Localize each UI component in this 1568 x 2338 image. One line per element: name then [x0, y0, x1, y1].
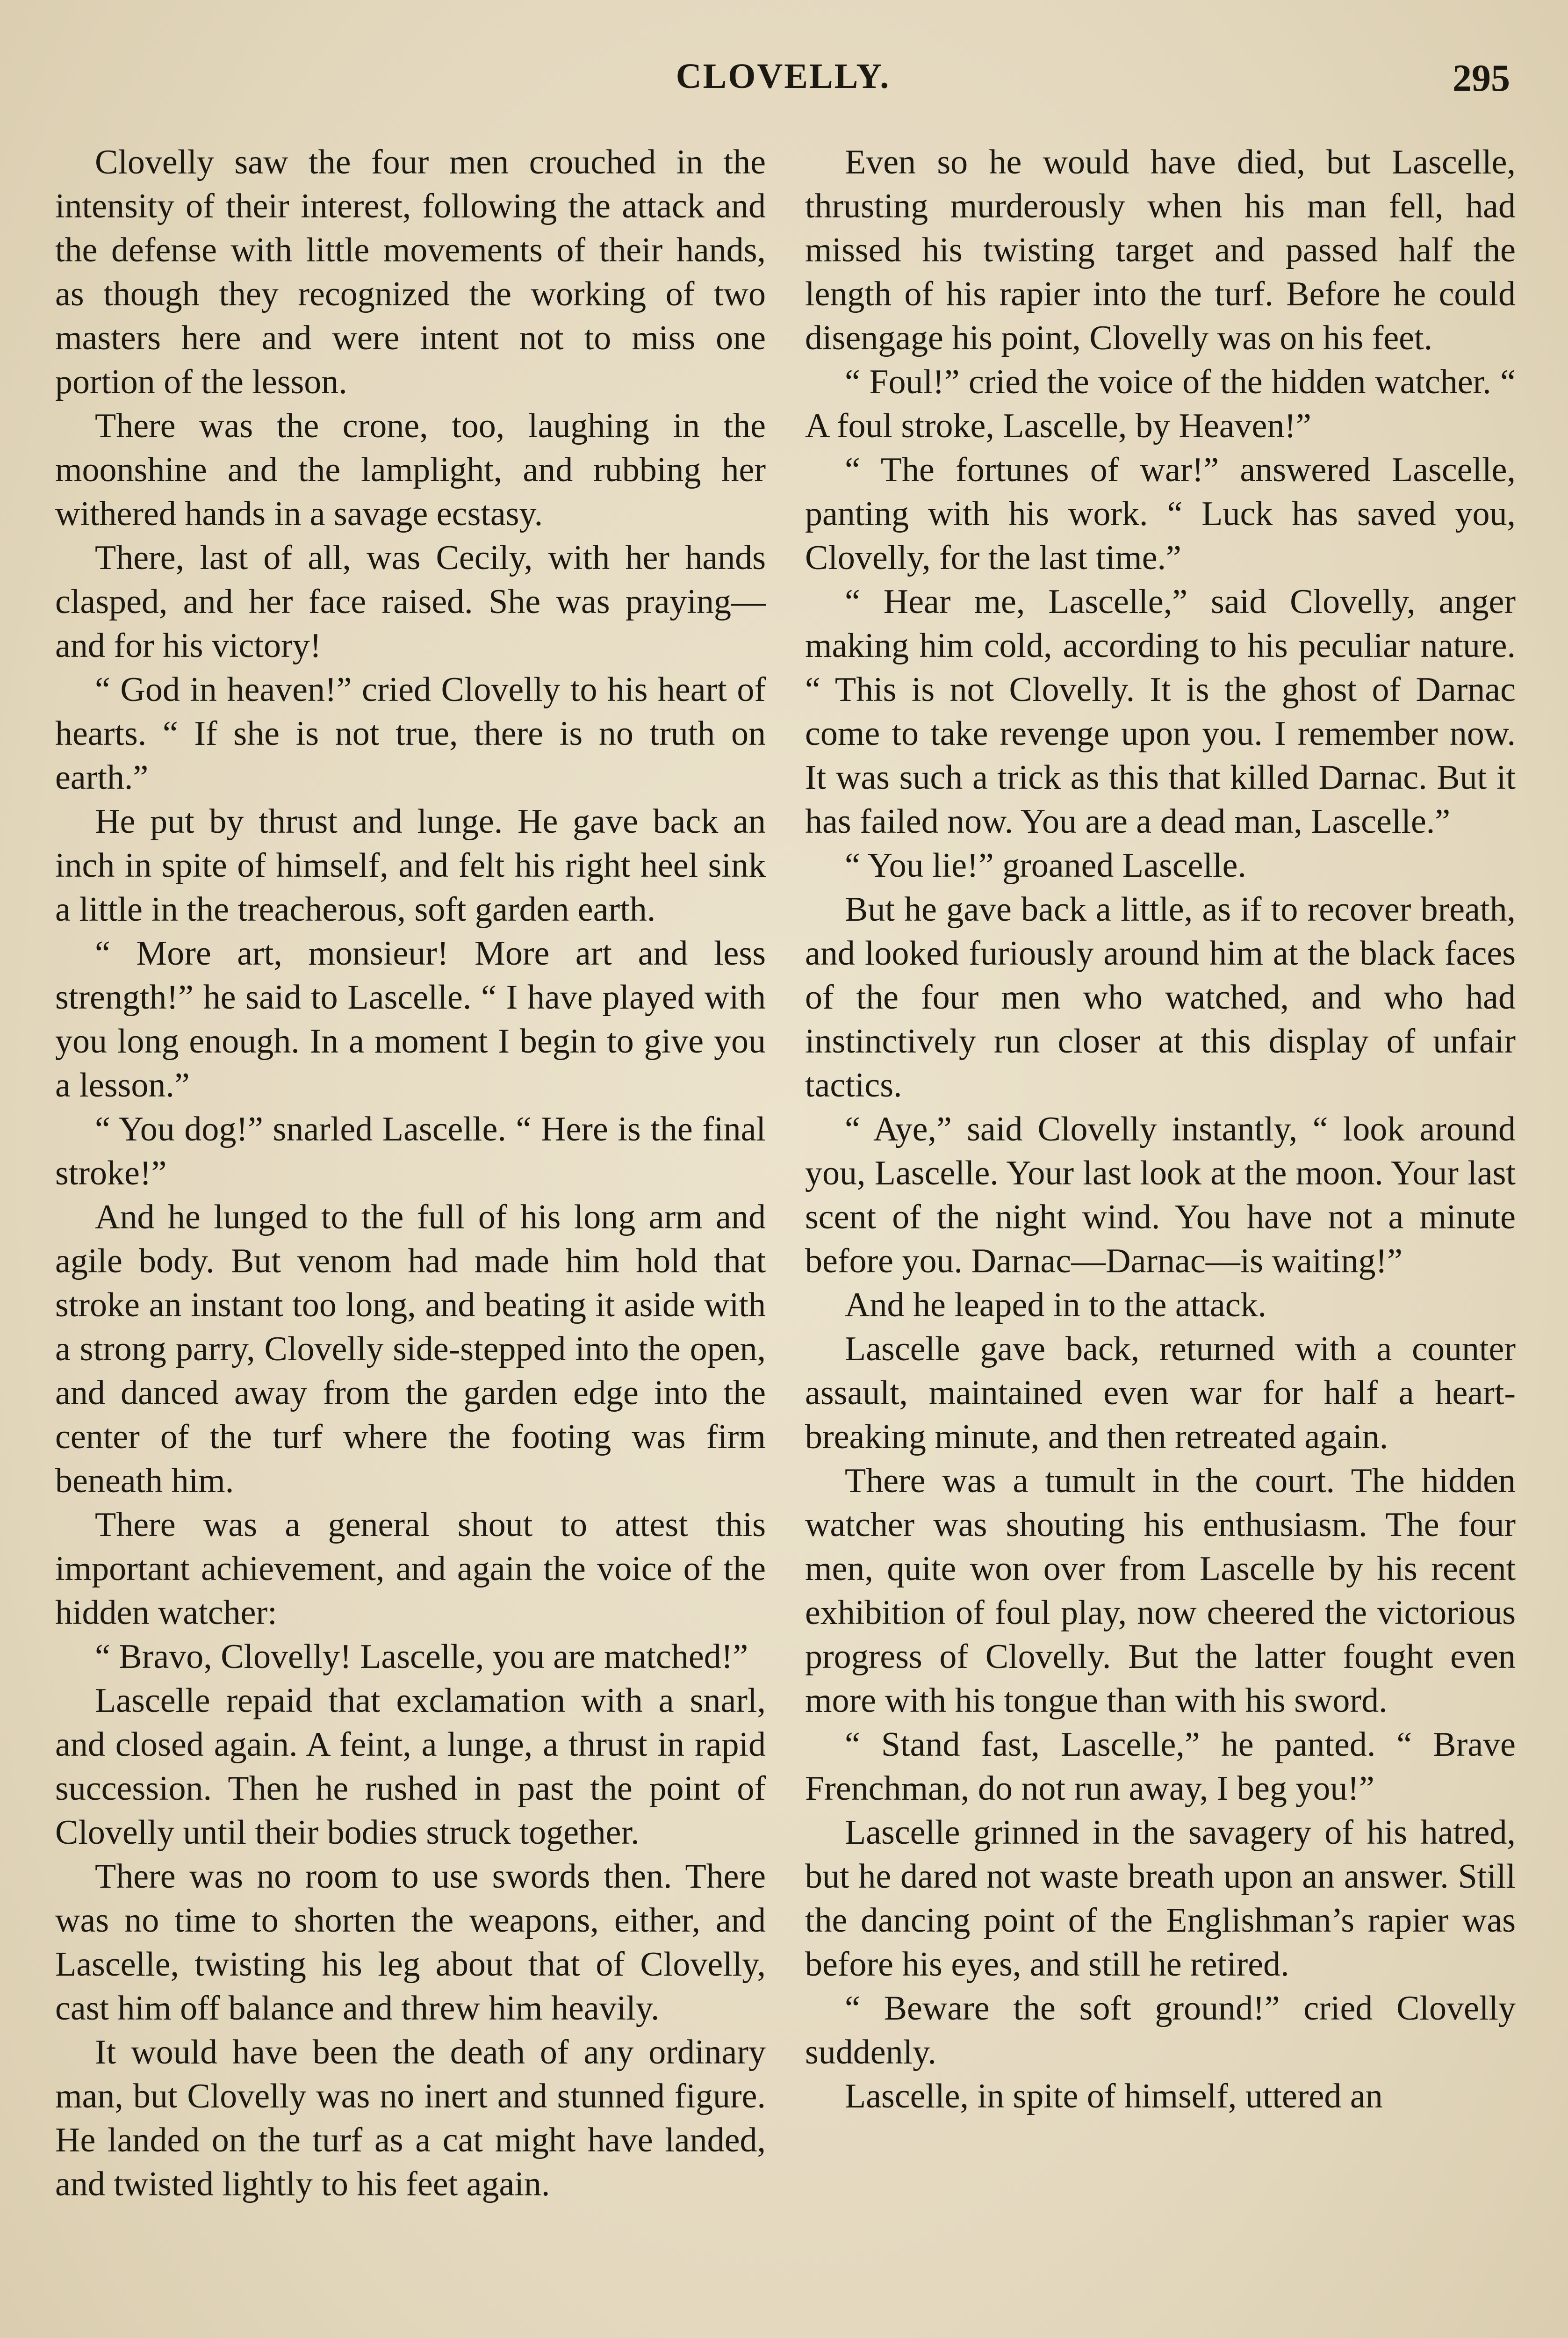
paragraph: “ The fortunes of war!” answered Lascelle, panting with his work. “ Luck has saved you, Clovelly, for the last time.”	[805, 451, 1516, 577]
paragraph: “ Beware the soft ground!” cried Clovelly suddenly.	[805, 1989, 1516, 2071]
paragraph: There, last of all, was Cecily, with her hands clasped, and her face raised. She was praying—and for his victory!	[55, 539, 766, 665]
paragraph: “ Aye,” said Clovelly instantly, “ look around you, Lascelle. Your last look at the moon. Your last scent of the night wind. You have not a minute before you. Darnac—Darnac—is waiting!”	[805, 1110, 1516, 1280]
running-head: CLOVELLY.	[676, 57, 891, 96]
paragraph: But he gave back a little, as if to recover breath, and looked furiously around him at the black faces of the four men who watched, and who had instinctively run closer at this display of unfair tactics.	[805, 890, 1516, 1104]
text-column-right	[805, 140, 1516, 2338]
paragraph: And he leaped in to the attack.	[845, 1286, 1267, 1324]
paragraph: Lascelle grinned in the savagery of his hatred, but he dared not waste breath upon an answer. Still the dancing point of the Englishman’s rapier was before his eyes, and still he retired.	[805, 1813, 1516, 1984]
paragraph: Even so he would have died, but Lascelle, thrusting murderously when his man fell, had missed his twisting target and passed half the length of his rapier into the turf. Before he could disengage his point, Clovelly was on his feet.	[805, 143, 1516, 357]
paragraph: Lascelle repaid that exclamation with a snarl, and closed again. A feint, a lunge, a thrust in rapid succession. Then he rushed in past the point of Clovelly until their bodies struck together.	[55, 1681, 766, 1852]
paragraph: Clovelly saw the four men crouched in the intensity of their interest, following the attack and the defense with little movements of their hands, as though they recognized the working of two masters here and were intent not to miss one portion of the lesson.	[55, 143, 766, 401]
paragraph: “ You lie!” groaned Lascelle.	[845, 846, 1246, 885]
page-header	[56, 56, 1510, 108]
paragraph: Lascelle, in spite of himself, uttered an	[845, 2077, 1383, 2115]
paragraph: “ You dog!” snarled Lascelle. “ Here is the final stroke!”	[55, 1110, 766, 1192]
paragraph: There was no room to use swords then. There was no time to shorten the weapons, either, and Lascelle, twisting his leg about that of Clovelly, cast him off balance and threw him heavily.	[55, 1857, 766, 2028]
paragraph: “ God in heaven!” cried Clovelly to his heart of hearts. “ If she is not true, there is no truth on earth.”	[55, 671, 766, 797]
paragraph: It would have been the death of any ordinary man, but Clovelly was no inert and stunned figure. He landed on the turf as a cat might have landed, and twisted lightly to his feet again.	[55, 2033, 766, 2203]
paragraph: There was a general shout to attest this important achievement, and again the voice of the hidden watcher:	[55, 1506, 766, 1632]
paragraph: He put by thrust and lunge. He gave back an inch in spite of himself, and felt his right heel sink a little in the treacherous, soft garden earth.	[55, 802, 766, 929]
paragraph: There was the crone, too, laughing in the moonshine and the lamplight, and rubbing her withered hands in a savage ecstasy.	[55, 407, 766, 533]
paragraph: “ Stand fast, Lascelle,” he panted. “ Brave Frenchman, do not run away, I beg you!”	[805, 1725, 1516, 1808]
paragraph: “ Bravo, Clovelly! Lascelle, you are matched!”	[95, 1638, 748, 1676]
paragraph: And he lunged to the full of his long arm and agile body. But venom had made him hold that stroke an instant too long, and beating it aside with a strong parry, Clovelly side-stepped into the open, and danced away from the garden edge into the center of the turf where the footing was firm beneath him.	[55, 1198, 766, 1500]
text-column-left	[55, 140, 766, 2338]
paragraph: “ More art, monsieur! More art and less strength!” he said to Lascelle. “ I have played with you long enough. In a moment I begin to give you a lesson.”	[55, 934, 766, 1104]
paragraph: “ Hear me, Lascelle,” said Clovelly, anger making him cold, according to his peculiar nature. “ This is not Clovelly. It is the ghost of Darnac come to take revenge upon you. I remember now. It was such a trick as this that killed Darnac. But it has failed now. You are a dead man, Lascelle.”	[805, 583, 1516, 841]
paragraph: “ Foul!” cried the voice of the hidden watcher. “ A foul stroke, Lascelle, by Heaven!”	[805, 363, 1516, 445]
paragraph: There was a tumult in the court. The hidden watcher was shouting his enthusiasm. The four men, quite won over from Lascelle by his recent exhibition of foul play, now cheered the victorious progress of Clovelly. But the latter fought even more with his tongue than with his sword.	[805, 1462, 1516, 1720]
paragraph: Lascelle gave back, returned with a counter assault, maintained even war for half a heart-breaking minute, and then retreated again.	[805, 1330, 1516, 1456]
page-number: 295	[1453, 57, 1510, 99]
